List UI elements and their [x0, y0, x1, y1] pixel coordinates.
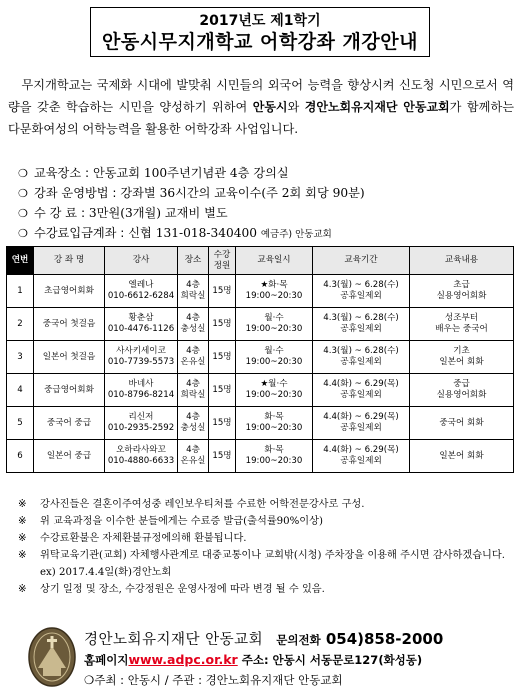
address: 주소: 안동시 서동문로127(화성동): [237, 653, 423, 667]
cell-teacher-text: 010-6612-6284: [107, 291, 175, 301]
cell-no-text: 2: [17, 318, 23, 329]
cell-period: [313, 440, 410, 473]
table-row: [7, 407, 514, 440]
cell-content-text: 중급: [453, 379, 470, 389]
cell-teacher-text: 사사키세이코: [116, 346, 166, 356]
cell-schedule-text: 19:00~20:30: [245, 390, 303, 400]
circle-bullet-icon: ❍: [84, 673, 95, 687]
col-header-no: 연번: [7, 247, 34, 275]
intro-paragraph: [8, 74, 514, 140]
cell-period-text: 공휴일제외: [340, 390, 382, 400]
circle-bullet-icon: ❍: [18, 167, 28, 180]
note-item: ※ 상기 일정 및 장소, 수강정원은 운영사정에 따라 변경 될 수 있음.: [18, 584, 325, 595]
cell-teacher: [105, 275, 178, 308]
cell-no: [7, 374, 34, 407]
phone-label: 문의전화: [276, 633, 321, 647]
cell-capacity: [209, 341, 236, 374]
note-item: ※ 위 교육과정을 이수한 분들에게는 수료증 발급(출석률90%이상): [18, 516, 323, 527]
footer-org-line: [84, 628, 443, 649]
cell-place: [178, 374, 209, 407]
circle-bullet-icon: ❍: [18, 207, 28, 220]
cell-place-text: 희락실: [180, 291, 206, 301]
cell-capacity-text: 15명: [212, 351, 232, 362]
cell-period-text: 공휴일제외: [340, 357, 382, 367]
course-table: [6, 246, 514, 473]
col-header-content: 교육내용: [410, 247, 514, 275]
cell-no-text: 4: [17, 384, 23, 395]
col-header-capacity: 수강 정원: [209, 247, 236, 275]
info-item-method: ❍ 강좌 운영방법 : 강좌별 36시간의 교육이수(주 2회 회당 90분): [18, 183, 513, 203]
cell-schedule-text: 월·수: [264, 313, 284, 323]
cell-content-text: 실용영어회화: [436, 291, 487, 301]
cell-period-text: 4.4(화) ~ 6.29(목): [323, 379, 399, 389]
cell-capacity: [209, 407, 236, 440]
cell-schedule-text: 화·목: [264, 445, 284, 455]
cell-place-text: 온유실: [180, 357, 206, 367]
cell-schedule-text: ★월·수: [260, 379, 288, 389]
cell-period-text: 4.4(화) ~ 6.29(목): [323, 412, 399, 422]
info-item-account: ❍ 수강료입금계좌 : 신협 131-018-340400 예금주) 안동교회: [18, 223, 513, 243]
cell-teacher-text: 010-4880-6633: [107, 456, 175, 466]
cell-content-text: 기초: [453, 346, 470, 356]
col-header-schedule: 교육일시: [236, 247, 313, 275]
cell-place: [178, 275, 209, 308]
cell-teacher: [105, 440, 178, 473]
cell-course: [34, 440, 105, 473]
cell-no: [7, 440, 34, 473]
cell-schedule-text: 19:00~20:30: [245, 357, 303, 367]
cell-teacher-text: 010-4476-1126: [107, 324, 175, 334]
cell-course-text: 중국어 중급: [46, 417, 92, 428]
cell-teacher: [105, 308, 178, 341]
cell-content-text: 일본어 회화: [439, 357, 484, 367]
cell-place-text: 4층: [186, 412, 200, 422]
cell-course: [34, 308, 105, 341]
cell-place-text: 4층: [186, 313, 200, 323]
cell-course-text: 중급영어회화: [44, 384, 94, 395]
cell-period-text: 공휴일제외: [340, 423, 382, 433]
cell-teacher-text: 리신저: [128, 412, 154, 422]
cell-content: [410, 341, 514, 374]
intro-text-end: 가 함께하는 다문화여성의 어학능력을 활용한 어학강좌 사업입니다.: [8, 100, 514, 136]
cell-place-text: 4층: [186, 280, 200, 290]
cell-schedule-text: ★화·목: [260, 280, 288, 290]
title-box: [90, 7, 430, 57]
cell-teacher-text: 010-7739-5573: [107, 357, 175, 367]
homepage-label: 홈페이지: [84, 653, 129, 667]
cell-period-text: 4.3(월) ~ 6.28(수): [323, 313, 399, 323]
cell-capacity: [209, 308, 236, 341]
cell-place: [178, 308, 209, 341]
col-header-period: 교육기간: [313, 247, 410, 275]
intro-org-church: 경안노회유지재단 안동교회: [304, 100, 450, 114]
cell-period-text: 4.3(월) ~ 6.28(수): [323, 280, 399, 290]
cell-content-text: 배우는 중국어: [435, 324, 488, 334]
church-seal-icon: [28, 626, 76, 688]
cell-schedule-text: 19:00~20:30: [245, 324, 303, 334]
cell-course: [34, 275, 105, 308]
cell-teacher: [105, 341, 178, 374]
cell-schedule-text: 19:00~20:30: [245, 456, 303, 466]
intro-text-and: 와: [287, 100, 305, 114]
cell-teacher-text: 엘레나: [128, 280, 154, 290]
cell-schedule-text: 19:00~20:30: [245, 423, 303, 433]
cell-period-text: 4.3(월) ~ 6.28(수): [323, 346, 399, 356]
cell-course: [34, 341, 105, 374]
cell-no: [7, 275, 34, 308]
cell-schedule: [236, 341, 313, 374]
cell-course-text: 초급영어회화: [44, 285, 94, 296]
cell-period: [313, 308, 410, 341]
cell-period: [313, 341, 410, 374]
cell-teacher-text: 오하라사와꼬: [116, 445, 166, 455]
cell-place-text: 희락실: [180, 390, 206, 400]
page-title: 안동시무지개학교 어학강좌 개강안내: [102, 31, 418, 53]
cell-place-text: 4층: [186, 445, 200, 455]
cell-no-text: 6: [17, 450, 23, 461]
cell-schedule-text: 월·수: [264, 346, 284, 356]
cell-period-text: 공휴일제외: [340, 456, 382, 466]
table-row: [7, 275, 514, 308]
footer-org: 경안노회유지재단 안동교회: [84, 632, 264, 648]
cell-no-text: 1: [17, 285, 23, 296]
cell-course-text: 중국어 첫걸음: [42, 318, 96, 329]
circle-bullet-icon: ❍: [18, 187, 28, 200]
cell-capacity: [209, 275, 236, 308]
host-text: 주최 : 안동시 / 주관 : 경안노회유지재단 안동교회: [94, 673, 343, 687]
cell-capacity-text: 15명: [212, 318, 232, 329]
cell-content: [410, 308, 514, 341]
col-header-teacher: 강사: [105, 247, 178, 275]
cell-place-text: 4층: [186, 379, 200, 389]
cell-content-text: 일본어 회화: [439, 450, 484, 461]
cell-period: [313, 407, 410, 440]
cell-no: [7, 341, 34, 374]
title-semester: 2017년도 제1학기: [199, 13, 321, 29]
cell-capacity: [209, 440, 236, 473]
col-header-course: 강 좌 명: [34, 247, 105, 275]
homepage-link[interactable]: www.adpc.or.kr: [128, 652, 238, 667]
intro-text: 무지개학교는 국제화 시대에 발맞춰 시민들의 외국어 능력을 향상시켜 신도청 시민으로서 역량을 갖춘 학습하는 시민을 양성하기 위하여: [8, 78, 514, 114]
cell-period: [313, 374, 410, 407]
cell-schedule: [236, 275, 313, 308]
cell-place-text: 충성실: [180, 423, 206, 433]
cell-capacity-text: 15명: [212, 450, 232, 461]
cell-schedule: [236, 440, 313, 473]
cell-course: [34, 374, 105, 407]
cell-teacher: [105, 407, 178, 440]
table-row: [7, 374, 514, 407]
cell-period: [313, 275, 410, 308]
cell-capacity-text: 15명: [212, 417, 232, 428]
cell-place-text: 4층: [186, 346, 200, 356]
note-item: ※ 위탁교육기관(교회) 자체행사관계로 대중교통이나 교회밖(시청) 주차장을 이용해 주시면 감사하겠습니다. ex) 2017.4.4일(화)경안노회: [18, 550, 505, 578]
intro-org-city: 안동시: [252, 100, 288, 114]
note-item: ※ 강사진들은 결혼이주여성중 레인보우티처를 수료한 어학전문강사로 구성.: [18, 499, 365, 510]
cell-content-text: 중국어 회화: [439, 417, 484, 428]
col-header-place: 장소: [178, 247, 209, 275]
cell-no-text: 3: [17, 351, 23, 362]
cell-schedule: [236, 308, 313, 341]
footer-web-line: [84, 652, 422, 668]
cell-period-text: 공휴일제외: [340, 291, 382, 301]
info-item-fee: ❍ 수 강 료 : 3만원(3개월) 교재비 별도: [18, 203, 513, 223]
cell-teacher-text: 바네사: [128, 379, 154, 389]
table-row: [7, 440, 514, 473]
cell-content: [410, 275, 514, 308]
notes-list: [18, 496, 515, 598]
cell-course: [34, 407, 105, 440]
cell-course-text: 일본어 첫걸음: [42, 351, 96, 362]
cell-no-text: 5: [17, 417, 23, 428]
cell-place: [178, 341, 209, 374]
table-row: [7, 308, 514, 341]
phone-number: 054)858-2000: [325, 630, 444, 648]
cell-capacity: [209, 374, 236, 407]
cell-no: [7, 407, 34, 440]
cell-teacher-text: 010-2935-2592: [107, 423, 175, 433]
cell-place: [178, 440, 209, 473]
cell-no: [7, 308, 34, 341]
cell-teacher-text: 황춘삼: [128, 313, 154, 323]
cell-content: [410, 374, 514, 407]
cell-capacity-text: 15명: [212, 285, 232, 296]
cell-period-text: 4.4(화) ~ 6.29(목): [323, 445, 399, 455]
cell-content-text: 실용영어회화: [436, 390, 487, 400]
cell-schedule: [236, 374, 313, 407]
cell-content-text: 초급: [453, 280, 470, 290]
table-row: [7, 341, 514, 374]
note-item: ※ 수강료환불은 자체환불규정에의해 환불됩니다.: [18, 533, 247, 544]
cell-schedule-text: 화·목: [264, 412, 284, 422]
cell-course-text: 일본어 중급: [46, 450, 92, 461]
cell-place: [178, 407, 209, 440]
cell-place-text: 온유실: [180, 456, 206, 466]
cell-place-text: 충성실: [180, 324, 206, 334]
cell-teacher: [105, 374, 178, 407]
cell-schedule-text: 19:00~20:30: [245, 291, 303, 301]
footer-host-line: [84, 672, 343, 688]
cell-content: [410, 407, 514, 440]
table-header-row: [7, 247, 514, 275]
info-list: [18, 163, 513, 243]
cell-capacity-text: 15명: [212, 384, 232, 395]
cell-content-text: 성조부터: [444, 313, 479, 323]
cell-teacher-text: 010-8796-8214: [107, 390, 175, 400]
cell-period-text: 공휴일제외: [340, 324, 382, 334]
cell-schedule: [236, 407, 313, 440]
info-item-place: ❍ 교육장소 : 안동교회 100주년기념관 4층 강의실: [18, 163, 513, 183]
cell-content: [410, 440, 514, 473]
circle-bullet-icon: ❍: [18, 227, 28, 240]
